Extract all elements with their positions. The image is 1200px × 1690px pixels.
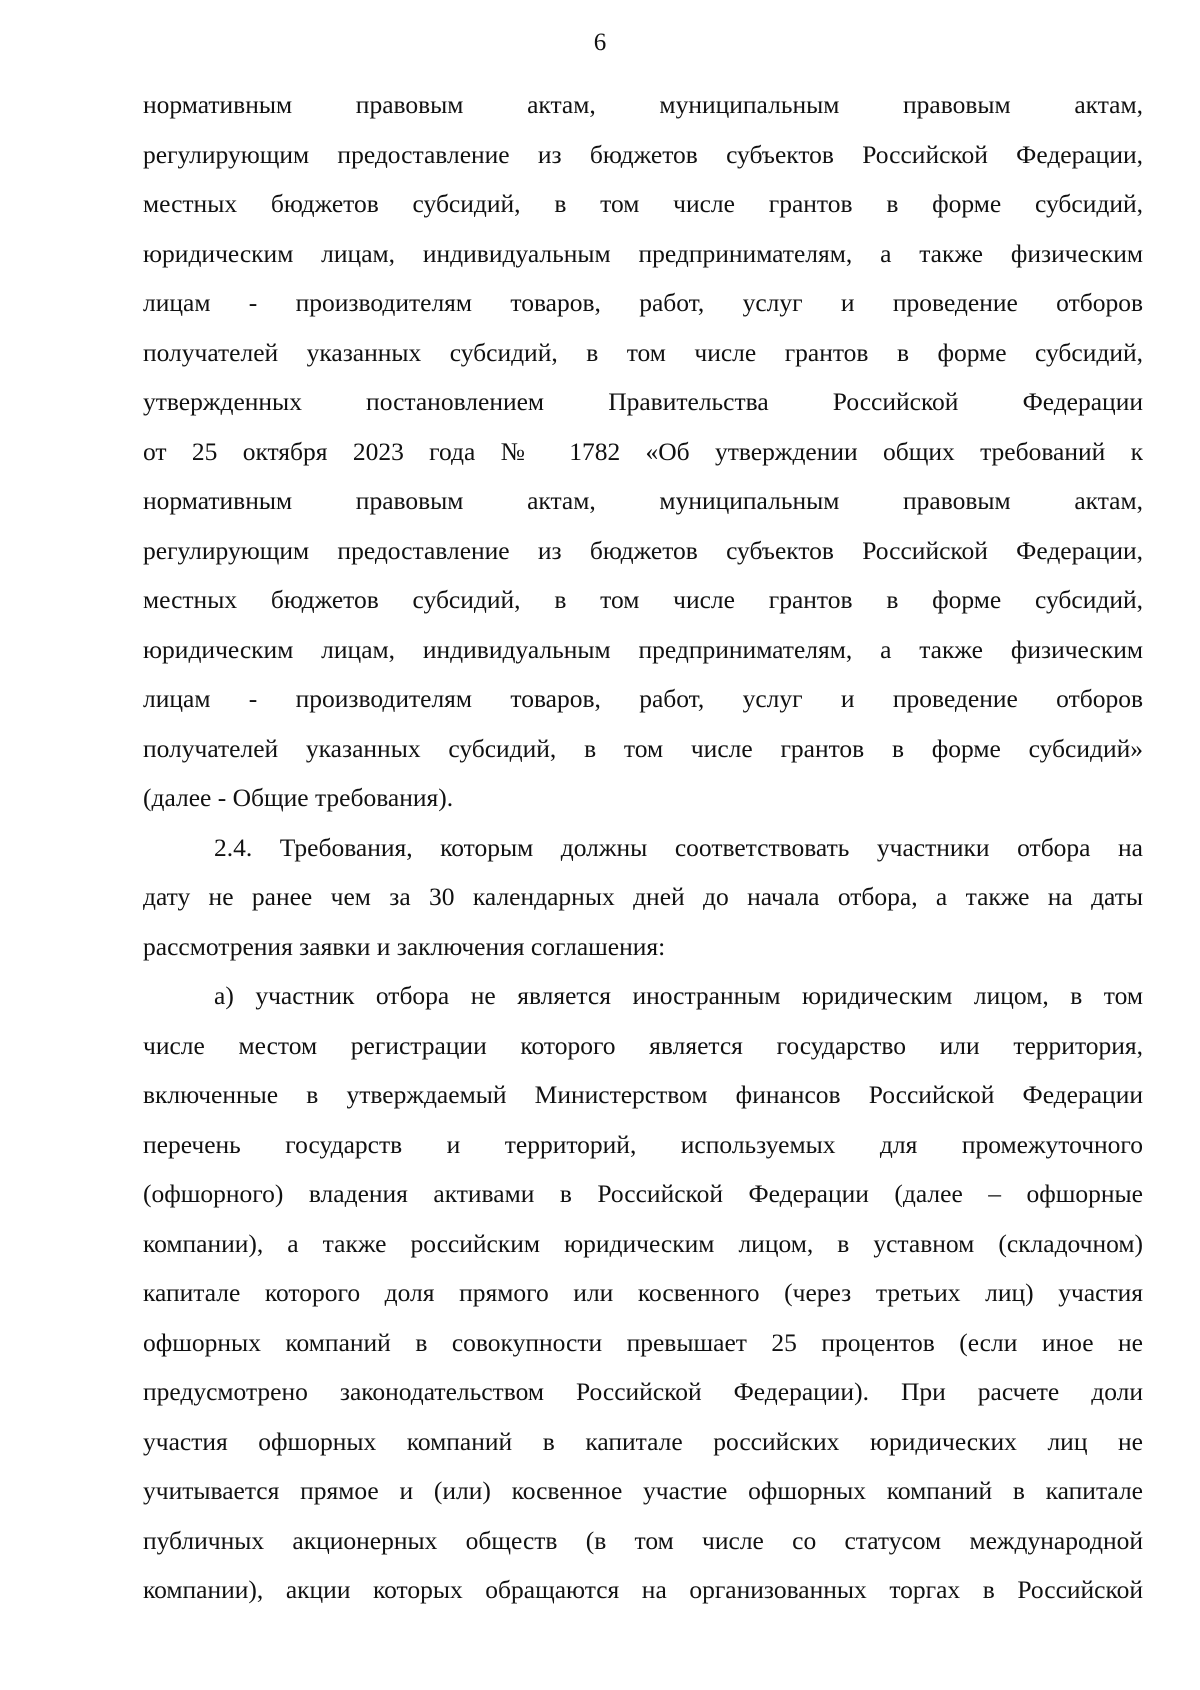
text-line: компании), а также российским юридическим лицом, в уставном (складочном) <box>143 1228 1143 1258</box>
text-line: участия офшорных компаний в капитале российских юридических лиц не <box>143 1426 1143 1456</box>
text-line: юридическим лицам, индивидуальным предпринимателям, а также физическим <box>143 238 1143 268</box>
text-line: лицам - производителям товаров, работ, услуг и проведение отборов <box>143 288 1143 317</box>
text-line: компании), акции которых обращаются на организованных торгах в Российской <box>143 1575 1143 1604</box>
text-line: офшорных компаний в совокупности превышает 25 процентов (если иное не <box>143 1327 1143 1357</box>
text-line: числе местом регистрации которого является государство или территория, <box>143 1030 1143 1060</box>
text-line: капитале которого доля прямого или косвенного (через третьих лиц) участия <box>143 1278 1143 1307</box>
text-line: дату не ранее чем за 30 календарных дней до начала отбора, а также на даты <box>143 882 1143 911</box>
text-line: получателей указанных субсидий, в том числе грантов в форме субсидий» <box>143 733 1143 763</box>
text-line: получателей указанных субсидий, в том числе грантов в форме субсидий, <box>143 337 1143 367</box>
text-line: нормативным правовым актам, муниципальным правовым актам, <box>143 90 1143 119</box>
text-line: регулирующим предоставление из бюджетов субъектов Российской Федерации, <box>143 535 1143 565</box>
text-line: включенные в утверждаемый Министерством финансов Российской Федерации <box>143 1080 1143 1109</box>
text-line: (далее - Общие требования). <box>143 783 454 812</box>
text-line: учитывается прямое и (или) косвенное участие офшорных компаний в капитале <box>143 1476 1143 1505</box>
text-line: местных бюджетов субсидий, в том числе грантов в форме субсидий, <box>143 585 1143 614</box>
text-line: утвержденных постановлением Правительства Российской Федерации <box>143 387 1143 416</box>
text-line: перечень государств и территорий, используемых для промежуточного <box>143 1129 1143 1159</box>
text-line: нормативным правовым актам, муниципальным правовым актам, <box>143 486 1143 515</box>
text-line: (офшорного) владения активами в Российской Федерации (далее – офшорные <box>143 1179 1143 1208</box>
document-body <box>143 80 1143 1615</box>
text-line: регулирующим предоставление из бюджетов субъектов Российской Федерации, <box>143 139 1143 169</box>
text-line: а) участник отбора не является иностранным юридическим лицом, в том <box>214 981 1143 1010</box>
text-line: местных бюджетов субсидий, в том числе грантов в форме субсидий, <box>143 189 1143 218</box>
text-line: предусмотрено законодательством Российской Федерации). При расчете доли <box>143 1377 1143 1406</box>
page-number: 6 <box>593 29 607 56</box>
text-line: юридическим лицам, индивидуальным предпринимателям, а также физическим <box>143 634 1143 664</box>
text-line: рассмотрения заявки и заключения соглашения: <box>143 931 666 961</box>
text-line: публичных акционерных обществ (в том числе со статусом международной <box>143 1525 1143 1555</box>
text-line: от 25 октября 2023 года № 1782 «Об утверждении общих требований к <box>143 436 1143 466</box>
text-line: лицам - производителям товаров, работ, услуг и проведение отборов <box>143 684 1143 713</box>
text-line: 2.4. Требования, которым должны соответствовать участники отбора на <box>214 832 1143 862</box>
